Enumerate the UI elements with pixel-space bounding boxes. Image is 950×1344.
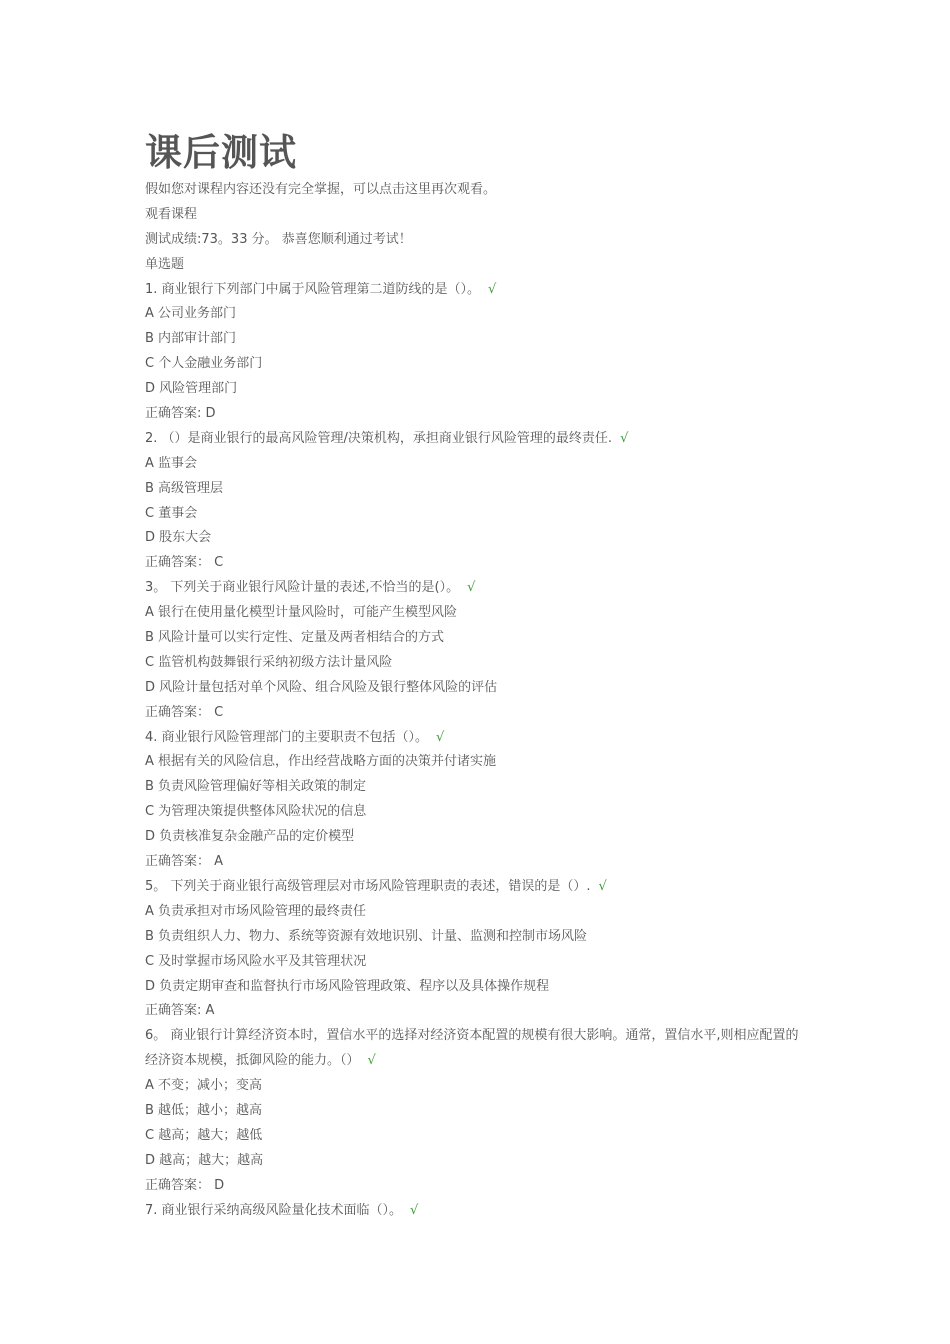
- answer-option[interactable]: D 股东大会: [145, 530, 212, 546]
- answer-option[interactable]: C 监管机构鼓舞银行采纳初级方法计量风险: [145, 654, 393, 670]
- correct-answer: 正确答案： C: [145, 704, 224, 720]
- correct-answer: 正确答案： D: [145, 1177, 225, 1193]
- answer-option[interactable]: D 负责核准复杂金融产品的定价模型: [145, 829, 355, 845]
- question-text: [145, 278, 810, 303]
- answer-option[interactable]: B 内部审计部门: [145, 331, 237, 347]
- question-label: 6。 商业银行计算经济资本时，置信水平的选择对经济资本配置的规模有很大影响。通常，置信水平,则相应配置的经济资本规模，抵御风险的能力。（）: [145, 1028, 799, 1069]
- score-text: 测试成绩:73。33 分。 恭喜您顺利通过考试！: [145, 231, 412, 247]
- check-icon: √: [488, 281, 497, 297]
- answer-option[interactable]: D 风险计量包括对单个风险、组合风险及银行整体风险的评估: [145, 679, 498, 695]
- answer-option[interactable]: B 高级管理层: [145, 480, 224, 496]
- page: [145, 128, 810, 1223]
- answer-option[interactable]: A 不变；减小；变高: [145, 1078, 263, 1094]
- question-list: [145, 278, 810, 1224]
- correct-answer: 正确答案: D: [145, 406, 216, 422]
- answer-option[interactable]: A 公司业务部门: [145, 306, 237, 322]
- check-icon: √: [436, 729, 445, 745]
- answer-option[interactable]: D 越高；越大；越高: [145, 1152, 264, 1168]
- answer-option[interactable]: D 负责定期审查和监督执行市场风险管理政策、程序以及具体操作规程: [145, 978, 550, 994]
- answer-option[interactable]: C 个人金融业务部门: [145, 356, 263, 372]
- correct-answer: 正确答案: A: [145, 1003, 215, 1019]
- answer-option[interactable]: C 及时掌握市场风险水平及其管理状况: [145, 953, 367, 969]
- answer-option[interactable]: D 风险管理部门: [145, 381, 238, 397]
- answer-option[interactable]: C 为管理决策提供整体风险状况的信息: [145, 804, 367, 820]
- answer-option[interactable]: B 越低；越小；越高: [145, 1102, 263, 1118]
- question-label: 5。 下列关于商业银行高级管理层对市场风险管理职责的表述，错误的是（）.: [145, 878, 591, 894]
- check-icon: √: [467, 580, 476, 596]
- answer-option[interactable]: B 风险计量可以实行定性、定量及两者相结合的方式: [145, 630, 445, 646]
- answer-option[interactable]: A 银行在使用量化模型计量风险时，可能产生模型风险: [145, 605, 458, 621]
- question-label: 2. （）是商业银行的最高风险管理/决策机构，承担商业银行风险管理的最终责任.: [145, 430, 613, 446]
- question-label: 7. 商业银行采纳高级风险量化技术面临（）。: [145, 1202, 403, 1218]
- question-text: [145, 726, 810, 751]
- check-icon: √: [620, 430, 629, 446]
- answer-option[interactable]: B 负责风险管理偏好等相关政策的制定: [145, 779, 367, 795]
- page-title: 课后测试: [145, 131, 297, 174]
- correct-answer: 正确答案： A: [145, 854, 224, 870]
- answer-option[interactable]: A 负责承担对市场风险管理的最终责任: [145, 903, 367, 919]
- question-text: [145, 576, 810, 601]
- answer-option[interactable]: C 董事会: [145, 505, 198, 521]
- question-text: [145, 1199, 810, 1224]
- question-text: [145, 875, 810, 900]
- correct-answer: 正确答案： C: [145, 555, 224, 571]
- answer-option[interactable]: A 监事会: [145, 455, 198, 471]
- question-label: 1. 商业银行下列部门中属于风险管理第二道防线的是（）。: [145, 281, 481, 297]
- check-icon: √: [598, 878, 607, 894]
- answer-option[interactable]: B 负责组织人力、物力、系统等资源有效地识别、计量、监测和控制市场风险: [145, 928, 588, 944]
- question-text: [145, 427, 810, 452]
- question-text: [145, 1024, 810, 1074]
- question-label: 3。 下列关于商业银行风险计量的表述,不恰当的是(）。: [145, 580, 460, 596]
- answer-option[interactable]: A 根据有关的风险信息，作出经营战略方面的决策并付诸实施: [145, 754, 497, 770]
- question-label: 4. 商业银行风险管理部门的主要职责不包括（）。: [145, 729, 429, 745]
- check-icon: √: [367, 1053, 376, 1069]
- watch-course-link[interactable]: 观看课程: [145, 206, 198, 222]
- answer-option[interactable]: C 越高；越大；越低: [145, 1127, 263, 1143]
- check-icon: √: [410, 1202, 419, 1218]
- intro-text: 假如您对课程内容还没有完全掌握，可以点击这里再次观看。: [145, 182, 497, 197]
- section-heading: 单选题: [145, 256, 185, 272]
